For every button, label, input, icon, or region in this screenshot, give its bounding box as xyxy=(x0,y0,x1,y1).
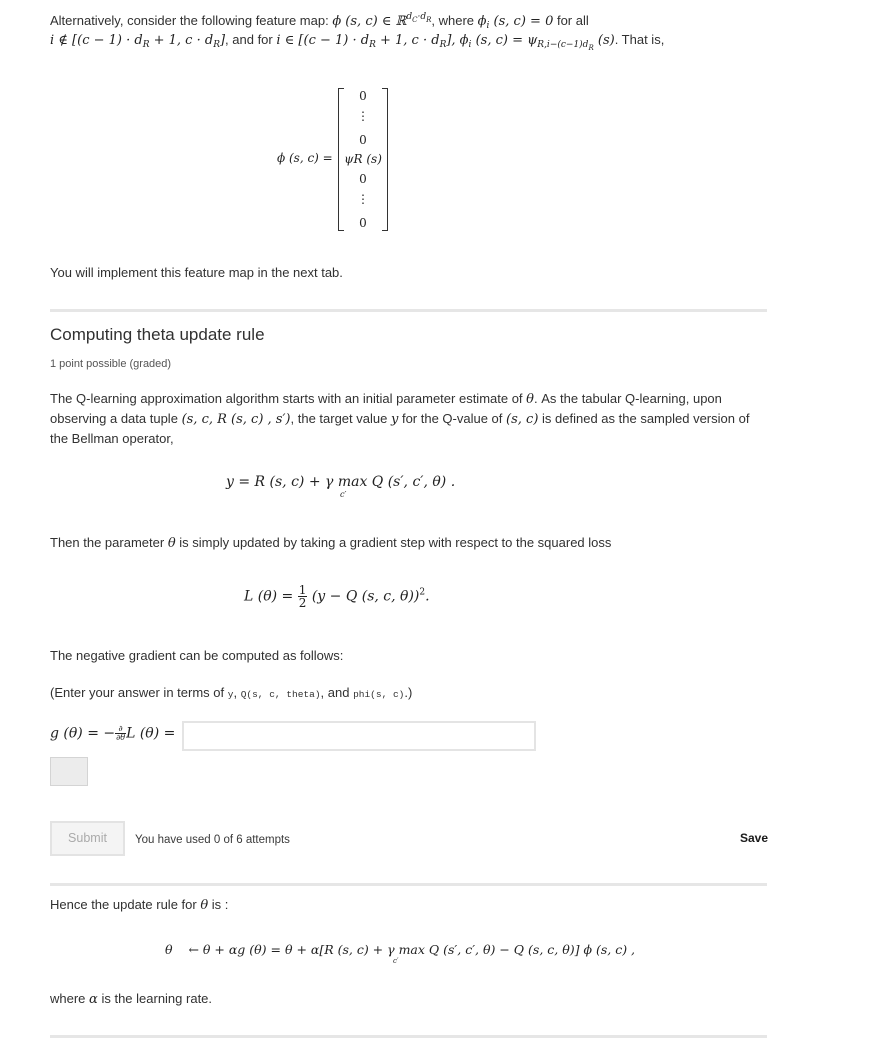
matrix-cell: ⋮ xyxy=(357,192,369,206)
intro-text: for all xyxy=(556,13,589,28)
matrix-cell: 0 xyxy=(359,133,367,147)
matrix-cell: 0 xyxy=(359,89,367,103)
problem-paragraph-2: Then the parameter θ is simply updated by taking a gradient step with respect to the squared loss xyxy=(50,535,612,551)
implement-note: You will implement this feature map in the next tab. xyxy=(50,265,343,280)
math-preview-box xyxy=(50,757,88,786)
problem-paragraph-1: The Q-learning approximation algorithm starts with an initial parameter estimate of θ. As the tabular Q-learning, upon observing a data tuple (s, c, R (s, c) , s′), the target value y for the Q-value of (s, c) is defined as the sampled version of the Bellman operator, xyxy=(50,391,750,446)
attempts-text: You have used 0 of 6 attempts xyxy=(135,834,290,846)
points-label: 1 point possible (graded) xyxy=(50,358,172,370)
intro-text: Alternatively, consider the following feature map: xyxy=(50,13,329,28)
max-subscript: c′ xyxy=(340,490,347,499)
matrix-cell: ψR (s) xyxy=(344,152,382,166)
conclusion-text: Hence the update rule for θ is : xyxy=(50,897,229,913)
feature-matrix xyxy=(338,88,388,231)
update-equation: θ ← θ + αg (θ) = θ + α[R (s, c) + γ max Q (s′, c′, θ) − Q (s, c, θ)] ϕ (s, c) , xyxy=(165,942,636,957)
max-subscript: c′ xyxy=(393,957,399,965)
math-expression: i ∈ [$(c - 1) \cdot d_R + 1$, $c \cdot d_R$], $\phi_i$ (s, $c) = \psi_{R,i-(c-1)d_R}$ (s) xyxy=(276,33,615,52)
matrix-lhs: ϕ (s, c) = xyxy=(277,151,333,165)
section-divider xyxy=(50,309,767,312)
section-divider xyxy=(50,1035,767,1038)
math-expression: i ∉ [$(c - 1) \cdot d_R + 1$, $c \cdot d_R$] xyxy=(50,33,226,50)
intro-text: , where xyxy=(431,13,475,28)
theta-symbol: θ xyxy=(526,392,534,407)
matrix-cell: ⋮ xyxy=(357,109,369,123)
intro-text: . That is, xyxy=(614,32,665,47)
save-button[interactable]: Save xyxy=(740,831,769,845)
section-divider xyxy=(50,883,767,886)
answer-label: g (θ) = − $\frac{\partial}{\partial\theta}$ L (θ) = xyxy=(50,724,176,742)
intro-line-1 xyxy=(50,12,589,31)
target-equation: y = R (s, c) + γ max Q (s′, c′, θ) . xyxy=(226,474,456,490)
matrix-cell: 0 xyxy=(359,216,367,230)
problem-paragraph-3: The negative gradient can be computed as follows: xyxy=(50,648,344,663)
answer-hint: (Enter your answer in terms of y, Q(s, c, theta), and phi(s, c).) xyxy=(50,685,413,700)
theta-symbol: θ xyxy=(167,536,176,551)
submit-button[interactable]: Submit xyxy=(50,821,125,856)
intro-text: , and for xyxy=(225,32,273,47)
alpha-symbol: α xyxy=(89,992,98,1007)
data-tuple: (s, c, R (s, c) , s′) xyxy=(181,412,291,427)
state-pair: (s, c) xyxy=(506,412,539,427)
where-text: where α is the learning rate. xyxy=(50,991,213,1007)
matrix-cell: 0 xyxy=(359,172,367,186)
answer-input[interactable] xyxy=(182,721,536,751)
y-symbol: y xyxy=(390,412,399,427)
math-expression: $\phi_i$ (s, c) = 0 xyxy=(477,14,554,31)
problem-title: Computing theta update rule xyxy=(50,325,265,344)
math-expression: ϕ (s, c) ∈ ℝ$^{d_C\cdot d_R}$ xyxy=(332,12,432,29)
intro-line-2 xyxy=(50,32,664,52)
loss-equation: L (θ) = $\frac{1}{2}$ (y − Q (s, c, θ))$^2$. xyxy=(244,583,430,610)
